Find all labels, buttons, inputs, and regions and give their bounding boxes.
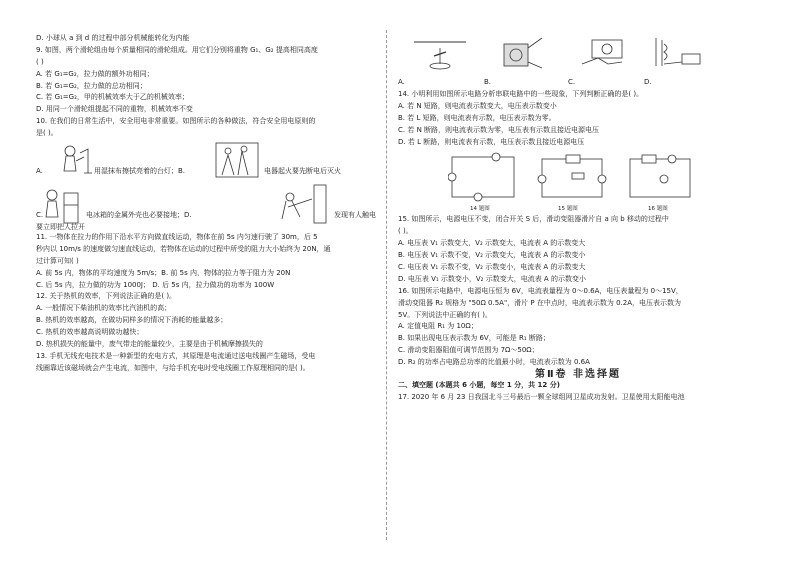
- text-line: 过计算可知( ): [36, 256, 79, 265]
- option-c-text: 电冰箱的金属外壳也必要接地；D.: [86, 211, 192, 220]
- right-column: [398, 34, 758, 405]
- column-divider: [386, 30, 387, 540]
- q10-figures: [36, 141, 376, 233]
- text-line: B. 如果出现电压表示数为 6V，可能是 R₁ 断路；: [398, 334, 550, 343]
- q13-option-b: B.: [484, 78, 492, 86]
- text-line: 11. 一物体在拉力的作用下沿水平方向做直线运动，物体在前 5s 内匀速行驶了 30m，后 5: [36, 233, 318, 242]
- text-line: 线圈靠近该磁场就会产生电流，如图中，与给手机充电时受电线圈工作原理相同的是( )。: [36, 363, 310, 372]
- q13-option-a: A.: [398, 78, 405, 86]
- text-line: 13. 手机无线充电技术是一种新型的充电方式，其原理是电流通过送电线圈产生磁场，受电: [36, 351, 316, 360]
- circuit-15: [536, 151, 608, 203]
- text-line: 是( )。: [36, 129, 58, 138]
- text-line: C. 若 N 断路，则电流表示数为零，电压表有示数且接近电源电压: [398, 125, 600, 134]
- text-line: D. 热机损失的能量中，废气带走的能量较少，主要是由于机械摩擦损失的: [36, 340, 263, 349]
- option-a-label: A.: [36, 167, 43, 176]
- text-line: C. 电压表 V₁ 示数不变，V₂ 示数变小，电流表 A 的示数变大: [398, 263, 586, 272]
- text-line: 14. 小明利用如图所示电路分析串联电路中的一些现象，下列判断正确的是( )。: [398, 90, 644, 98]
- caption-15: 15 题图: [558, 206, 578, 213]
- figure-lamp-wiping: [58, 143, 92, 179]
- text-line: B. 电压表 V₁ 示数不变，V₂ 示数变大，电流表 A 的示数变小: [398, 251, 586, 260]
- text-line: B. 若 L 短路，则电流表有示数，电压表示数为零。: [398, 113, 556, 122]
- circuit-16: [624, 151, 696, 203]
- q13-option-c: C.: [568, 78, 576, 86]
- caption-16: 16 题图: [648, 206, 668, 213]
- circuit-figures: [398, 149, 758, 215]
- option-c-label: C.: [36, 211, 44, 220]
- option-a-text: 用湿抹布擦拭亮着的台灯；B.: [94, 167, 186, 176]
- text-line: 10. 在我们的日常生活中，安全用电非常重要。如图所示的各种做法，符合安全用电原则的: [36, 117, 316, 126]
- figure-compass: [412, 34, 468, 74]
- text-line: A. 前 5s 内，物体的平均速度为 5m/s；B. 前 5s 内，物体的拉力等于阻力为 20N: [36, 268, 291, 277]
- text-line: A. 定值电阻 R₁ 为 10Ω；: [398, 322, 478, 331]
- text-line: ( ): [36, 57, 44, 66]
- text-line: B. 热机的效率越高，在做功同样多的情况下消耗的能量越多；: [36, 316, 228, 325]
- text-line: D. 用同一个滑轮组提起不同的重物，机械效率不变: [36, 105, 193, 114]
- section-subtitle: 二、填空题 (本题共 6 小题，每空 1 分，共 12 分): [398, 381, 560, 390]
- text-line: D. R₂ 的功率占电路总功率的比值最小时，电流表示数为 0.6A: [398, 358, 590, 367]
- q13-option-d: D.: [644, 78, 652, 86]
- text-line: A. 一般情况下柴油机的效率比汽油机的高；: [36, 304, 172, 313]
- text-line: D. 若 L 断路，则电流表有示数，电压表示数且接近电源电压: [398, 137, 585, 146]
- text-line: 9. 如图，两个滑轮组由每个质量相同的滑轮组成。用它们分别将重物 G₁、G₂ 提高相同高度: [36, 45, 318, 54]
- text-line: 秒内以 10m/s 的速度做匀速直线运动，若物体在运动的过程中所受的阻力大小始终为 20N，通: [36, 244, 331, 253]
- option-b-text: 电器起火要先断电后灭火: [264, 167, 341, 176]
- caption-14: 14 题图: [470, 206, 490, 213]
- section-title: 第Ⅱ卷 非选择题: [534, 368, 622, 380]
- text-line: A. 若 N 短路，则电流表示数变大，电压表示数变小: [398, 101, 557, 110]
- text-line: D. 电压表 V₁ 示数变小，V₂ 示数变大，电流表 A 的示数变小: [398, 274, 586, 283]
- figure-electric-shock: [276, 183, 336, 225]
- figure-motor: [498, 34, 544, 74]
- text-line: C. 滑动变阻器阻值可调节范围为 7Ω～50Ω；: [398, 346, 539, 355]
- text-line: A. 若 G₁=G₂，拉力做的额外功相同；: [36, 69, 154, 78]
- text-line: C. 若 G₁=G₂，甲的机械效率大于乙的机械效率；: [36, 93, 189, 102]
- left-column: [36, 34, 376, 376]
- text-line: 滑动变阻器 R₂ 规格为 "50Ω 0.5A"，滑片 P 在中点时，电流表示数为 0.2A，电压表示数为: [398, 298, 682, 307]
- text-line: C. 后 5s 内，拉力做的功为 1000J； D. 后 5s 内，拉力做功的功率为 100W: [36, 280, 275, 289]
- option-d-cont: 要立即把人拉开: [36, 223, 85, 232]
- text-line: B. 若 G₁=G₂，拉力做的总功相同；: [36, 81, 147, 90]
- circuit-14: [448, 151, 520, 203]
- text-line: C. 热机的效率越高说明做功越快；: [36, 328, 144, 337]
- text-line: 5V。下列说法中正确的有( )。: [398, 310, 492, 319]
- figure-generator: [578, 34, 628, 74]
- figure-fire: [214, 141, 260, 179]
- q13-figures: [398, 34, 758, 90]
- text-line: 12. 关于热机的效率，下列说法正确的是( )。: [36, 292, 177, 301]
- text-line: 16. 如图所示电路中，电源电压恒为 6V，电流表量程为 0～0.6A，电压表量程为 0～15V，: [398, 286, 683, 295]
- text-line: 15. 如图所示，电源电压不变，闭合开关 S 后，滑动变阻器滑片自 a 向 b 移动的过程中: [398, 215, 669, 224]
- figure-electromagnet: [648, 34, 708, 74]
- text-line: D. 小球从 a 到 d 的过程中部分机械能转化为内能: [36, 34, 190, 42]
- text-line: ( )。: [398, 227, 413, 236]
- text-line: A. 电压表 V₁ 示数变大，V₂ 示数变大，电流表 A 的示数变大: [398, 239, 586, 248]
- option-d-text: 发现有人触电: [334, 211, 376, 220]
- text-line: 17. 2020 年 6 月 23 日我国北斗三号最后一颗全球组网卫星成功发射。卫星使用太阳能电池: [398, 393, 685, 402]
